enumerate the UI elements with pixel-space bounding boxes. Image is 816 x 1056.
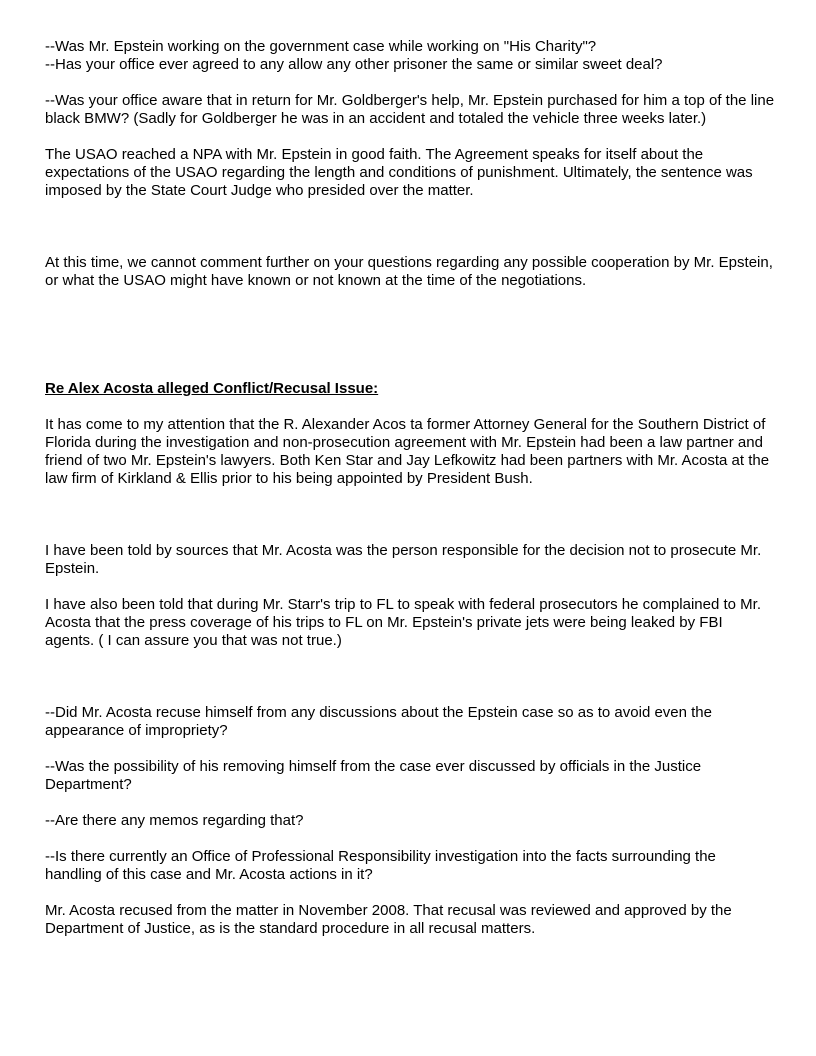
document-page: [45, 38, 775, 938]
response-npa: The USAO reached a NPA with Mr. Epstein in good faith. The Agreement speaks for itself about the expectations of the USAO regarding the length and conditions of punishment. Ultimately, the sentence was imposed by the State Court Judge who presided over the matter.: [45, 146, 753, 199]
section-heading: Re Alex Acosta alleged Conflict/Recusal Issue:: [45, 380, 379, 397]
paragraph-conflict: It has come to my attention that the R. Alexander Acos ta former Attorney General for the Southern District of Florida during the investigation and non-prosecution agreement with Mr. Epstein had been a law partner and friend of two Mr. Epstein's lawyers. Both Ken Star and Jay Lefkowitz had been partners with Mr. Acosta at the law firm of Kirkland & Ellis prior to his being appointed by President Bush.: [45, 416, 770, 487]
response-no-comment: At this time, we cannot comment further on your questions regarding any possible cooperation by Mr. Epstein, or what the USAO might have known or not known at the time of the negotiations.: [45, 254, 773, 289]
question-sweet-deal: --Has your office ever agreed to any allow any other prisoner the same or similar sweet deal?: [45, 56, 663, 73]
question-memos: --Are there any memos regarding that?: [45, 812, 304, 829]
paragraph-sources: I have been told by sources that Mr. Acosta was the person responsible for the decision not to prosecute Mr. Epstein.: [45, 542, 762, 577]
response-recusal: Mr. Acosta recused from the matter in November 2008. That recusal was reviewed and approved by the Department of Justice, as is the standard procedure in all recusal matters.: [45, 902, 732, 937]
question-opr: --Is there currently an Office of Professional Responsibility investigation into the facts surrounding the handling of this case and Mr. Acosta actions in it?: [45, 848, 716, 883]
question-charity: --Was Mr. Epstein working on the government case while working on "His Charity"?: [45, 38, 597, 55]
question-recuse: --Did Mr. Acosta recuse himself from any discussions about the Epstein case so as to avoid even the appearance of impropriety?: [45, 704, 712, 739]
paragraph-starr-trip: I have also been told that during Mr. Starr's trip to FL to speak with federal prosecutors he complained to Mr. Acosta that the press coverage of his trips to FL on Mr. Epstein's private jets were being leaked by FBI agents. ( I can assure you that was not true.): [45, 596, 762, 649]
question-removal: --Was the possibility of his removing himself from the case ever discussed by officials in the Justice Department?: [45, 758, 702, 793]
question-bmw: --Was your office aware that in return for Mr. Goldberger's help, Mr. Epstein purchased for him a top of the line black BMW? (Sadly for Goldberger he was in an accident and totaled the vehicle three weeks later.): [45, 92, 775, 127]
